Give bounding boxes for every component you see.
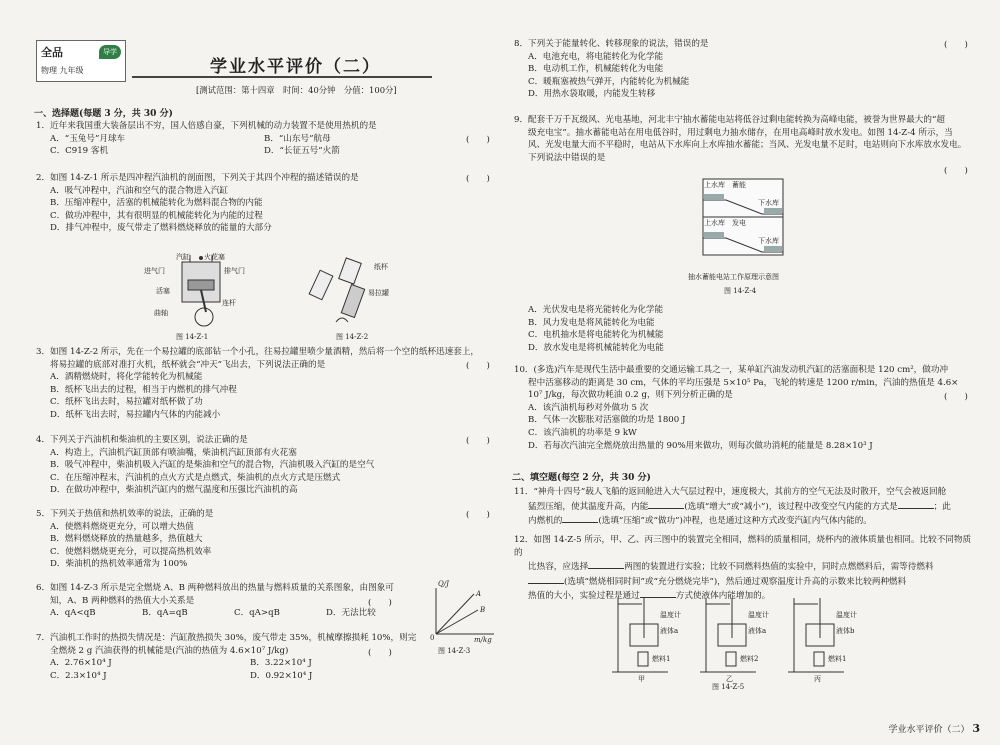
page-number: 3 <box>972 722 980 735</box>
q6-stem-2: 知，A、B 两种燃料的热值大小关系是 <box>50 595 195 606</box>
q1-opt-d: D．“长征五号”火箭 <box>264 146 340 157</box>
figure-5-caption: 图 14-Z-5 <box>712 683 745 691</box>
q11-line-3a: 内燃机的 <box>528 516 563 527</box>
q12-line-4a: 热值的大小，实验过程是通过 <box>528 591 640 602</box>
q1-stem: 1．近年来我国重大装备层出不穷，国人倍感自豪，下列机械的动力装置不是使用热机的是 <box>36 121 377 131</box>
q11-line-2c: ；此 <box>933 501 951 512</box>
q6-opt-c: C．qA>qB <box>234 608 280 619</box>
q2-opt-d: D．排气冲程中，废气带走了燃料燃烧释放的能量的大部分 <box>50 223 272 234</box>
apparatus-name-jia: 甲 <box>638 675 645 683</box>
fuel-label-yi: 燃料2 <box>740 655 759 663</box>
label-intake-valve: 进气门 <box>144 267 165 275</box>
q9-opt-c: C．电机抽水是将电能转化为机械能 <box>528 330 664 341</box>
q3-opt-a: A．酒精燃烧时，将化学能转化为机械能 <box>50 372 203 383</box>
figure-4-caption: 图 14-Z-4 <box>724 287 757 295</box>
q6-opt-a: A．qA<qB <box>50 608 96 619</box>
q7-opt-d: D．0.92×10⁴ J <box>250 670 313 681</box>
brand-box <box>36 40 126 82</box>
q11-line-3b: (选填“压缩”或“做功”)冲程，也是通过这种方式改变汽缸内气体内能的。 <box>598 516 872 527</box>
figure-2-caption: 图 14-Z-2 <box>336 333 369 341</box>
q4-answer-paren: ( ) <box>466 436 490 446</box>
label-can: 易拉罐 <box>368 289 389 297</box>
label-upper-reservoir-1: 上水库 <box>704 181 725 189</box>
label-generation: 发电 <box>732 219 746 227</box>
q9-opt-d: D．放水发电是将机械能转化为电能 <box>528 342 664 353</box>
q5-opt-c: C．使燃料燃烧更充分，可以提高热机效率 <box>50 546 212 557</box>
q3-opt-d: D．纸杯飞出去时，易拉罐内气体的内能减小 <box>50 409 221 420</box>
q12-line-2a: 比热容，应选择 <box>528 562 589 573</box>
q9-stem-2: 级充电宝”。抽水蓄能电站在用电低谷时，用过剩电力抽水储存，在用电高峰时放水发电。如图 14-Z-4 所示，当 <box>528 127 953 138</box>
q12-line-4b: 方式使液体内能增加的。 <box>675 591 771 602</box>
liquid-label-bing: 液体b <box>836 627 855 635</box>
q9-stem-1: 9．配套千万千瓦级风、光电基地，河北丰宁抽水蓄能电站将低谷过剩电能转换为高峰电能，被誉为世界最大的“超 <box>514 115 945 125</box>
label-paper-cup: 纸杯 <box>374 263 388 271</box>
q1-opt-c: C．C919 客机 <box>50 146 109 157</box>
q4-opt-c: C．在压缩冲程末，汽油机的点火方式是点燃式，柴油机的点火方式是压燃式 <box>50 472 341 483</box>
q4-opt-b: B．吸气冲程中，柴油机吸入汽缸的是柴油和空气的混合物，汽油机吸入汽缸的是空气 <box>50 460 375 471</box>
label-crankshaft: 曲轴 <box>154 309 168 317</box>
q10-opt-b: B．气体一次膨胀对活塞做的功是 1800 J <box>528 415 686 426</box>
section-fill-head: 二、填空题(每空 2 分，共 30 分) <box>512 473 651 483</box>
section-choice-head: 一、选择题(每题 3 分，共 30 分) <box>34 109 173 119</box>
graph-origin: 0 <box>430 634 435 642</box>
q5-opt-d: D．柴油机的热机效率通常为 100% <box>50 559 188 570</box>
figure-1-caption: 图 14-Z-1 <box>176 333 209 341</box>
subject-grade: 物理 九年级 <box>41 66 84 75</box>
label-lower-reservoir-2: 下水库 <box>758 237 779 245</box>
page-title: 学业水平评价（二） <box>210 57 381 77</box>
fuel-label-bing: 燃料1 <box>828 655 847 663</box>
q2-opt-c: C．做功冲程中，其有很明显的机械能转化为内能的过程 <box>50 210 263 221</box>
q6-answer-paren: ( ) <box>368 598 392 608</box>
q1-answer-paren: ( ) <box>466 135 490 145</box>
q10-opt-c: C．该汽油机的功率是 9 kW <box>528 427 637 438</box>
q12-blank-2[interactable] <box>528 574 564 584</box>
q9-opt-b: B．风力发电是将风能转化为电能 <box>528 317 655 328</box>
graph-line-a: A <box>476 590 482 598</box>
figure-3-caption: 图 14-Z-3 <box>438 647 471 655</box>
q1-opt-b: B．“山东号”航母 <box>264 133 331 144</box>
question-3 <box>36 346 498 422</box>
q3-opt-b: B．纸杯飞出去的过程，相当于内燃机的排气冲程 <box>50 384 237 395</box>
q3-answer-paren: ( ) <box>466 361 490 371</box>
q2-answer-paren: ( ) <box>466 174 490 184</box>
q4-stem: 4．下列关于汽油机和柴油机的主要区别，说法正确的是 <box>36 435 248 445</box>
figure-apparatus <box>612 594 872 690</box>
fuel-label-jia: 燃料1 <box>652 655 671 663</box>
question-10 <box>514 364 978 452</box>
q10-stem-3: 10⁷ J/kg，每次做功耗油 0.2 g，则下列分析正确的是 <box>528 390 733 401</box>
q7-opt-b: B．3.22×10⁴ J <box>250 658 312 669</box>
q8-stem: 8．下列关于能量转化、转移现象的说法，错误的是 <box>514 39 709 49</box>
q3-stem-2: 将易拉罐的底部对准打火机，纸杯就会“冲天”飞出去，下列说法正确的是 <box>50 359 326 370</box>
q5-opt-b: B．燃料燃烧释放的热量越多，热值越大 <box>50 534 203 545</box>
q12-line-2b: 两图的装置进行实验；比较不同燃料热值的实验中，同时点燃燃料后，需等待燃料 <box>624 562 934 573</box>
question-5 <box>36 508 498 571</box>
q10-opt-d: D．若每次汽油完全燃烧放出热量的 90%用来做功，则每次做功消耗的能量是 8.28×10³ J <box>528 440 873 451</box>
q11-line-2a: 猛烈压缩，使其温度升高，内能 <box>528 501 649 512</box>
q11-line-2b: (选填“增大”或“减小”)，该过程中改变空气内能的方式是 <box>684 501 898 512</box>
q9-answer-paren: ( ) <box>944 166 968 176</box>
q8-opt-d: D．用热水袋取暖，内能发生转移 <box>528 89 656 100</box>
q10-opt-a: A．该汽油机每秒对外做功 5 次 <box>528 402 649 413</box>
figure-pumped-storage <box>688 178 806 300</box>
q4-opt-d: D．在做功冲程中，柴油机汽缸内的燃气温度和压强比汽油机的高 <box>50 485 298 496</box>
q9-opt-a: A．光伏发电是将光能转化为化学能 <box>528 305 664 315</box>
question-11 <box>514 486 978 528</box>
label-lower-reservoir-1: 下水库 <box>758 199 779 207</box>
apparatus-name-bing: 丙 <box>814 675 821 683</box>
question-2 <box>36 172 466 235</box>
q9-stem-3: 风、光发电量大而不平稳时，电站从下水库向上水库抽水蓄能；当风、光发电量不足时，电站则向下水库放水发电。 <box>528 140 967 151</box>
title-underline <box>132 76 432 78</box>
q10-answer-paren: ( ) <box>944 392 968 402</box>
q5-answer-paren: ( ) <box>466 510 490 520</box>
q12-line-1: 12．如图 14-Z-5 所示，甲、乙、丙三图中的装置完全相同，燃料的质量相同，烧杯内的液体质量也相同。比较不同物质的 <box>514 535 972 558</box>
q2-opt-b: B．压缩冲程中，活塞的机械能转化为燃料混合物的内能 <box>50 198 263 209</box>
q6-opt-b: B．qA=qB <box>142 608 188 619</box>
q7-opt-c: C．2.3×10⁴ J <box>50 670 107 681</box>
thermometer-label-jia: 温度计 <box>660 611 681 619</box>
q1-opt-a: A．“玉兔号”月球车 <box>50 133 126 144</box>
q3-opt-c: C．纸杯飞出去时，易拉罐对纸杯做了功 <box>50 397 203 408</box>
graph-x-label: m/kg <box>474 636 492 644</box>
figure-heat-graph <box>428 580 498 656</box>
label-exhaust-valve: 排气门 <box>224 267 245 275</box>
q10-stem-2: 程中活塞移动的距离是 30 cm，气体的平均压强是 5×10⁵ Pa，飞轮的转速是 1200 r/min，汽油的热值是 4.6× <box>528 377 959 388</box>
q10-stem-1: 10．(多选)汽车是现代生活中最重要的交通运输工具之一，某单缸汽油发动机汽缸的活塞面积是 120 cm²，做功冲 <box>514 365 949 375</box>
label-cylinder: 汽缸 <box>176 253 190 261</box>
label-piston: 活塞 <box>156 287 170 295</box>
q7-stem-1: 7．汽油机工作时的热损失情况是：汽缸散热损失 30%，废气带走 35%，机械摩擦损耗 10%，则完 <box>36 633 417 643</box>
footer-text: 学业水平评价（二） <box>888 725 970 735</box>
q4-opt-a: A．构造上，汽油机汽缸顶部有喷油嘴，柴油机汽缸顶部有火花塞 <box>50 447 297 458</box>
q7-opt-a: A．2.76×10⁴ J <box>50 658 112 669</box>
q6-stem-1: 6．如图 14-Z-3 所示是完全燃烧 A、B 两种燃料放出的热量与燃料质量的关系图象，由图象可 <box>36 583 394 593</box>
q11-blank-1[interactable] <box>648 499 684 509</box>
brand-name: 全品 <box>41 46 63 59</box>
q8-answer-paren: ( ) <box>944 40 968 50</box>
q12-blank-1[interactable] <box>588 559 624 569</box>
heat-mass-graph <box>428 584 498 640</box>
figure-cup-can <box>306 252 416 344</box>
question-8 <box>514 38 974 101</box>
question-12 <box>514 534 978 603</box>
question-9-options <box>514 304 974 354</box>
q11-blank-3[interactable] <box>562 513 598 523</box>
q12-line-3b: (选填“燃烧相同时间”或“充分燃烧完毕”)，然后通过观察温度计升高的示数来比较两种燃料 <box>564 576 907 587</box>
q6-opt-d: D．无法比较 <box>326 608 376 619</box>
q7-answer-paren: ( ) <box>368 648 392 658</box>
graph-y-label: Q/J <box>438 580 449 588</box>
page-footer <box>888 722 980 735</box>
thermometer-label-bing: 温度计 <box>836 611 857 619</box>
question-1 <box>36 120 498 158</box>
q2-opt-a: A．吸气冲程中，汽油和空气的混合物进入汽缸 <box>50 185 229 196</box>
thermometer-label-yi: 温度计 <box>748 611 769 619</box>
label-connecting-rod: 连杆 <box>222 299 236 307</box>
q5-stem: 5．下列关于热值和热机效率的说法，正确的是 <box>36 509 214 519</box>
figure-engine <box>140 252 260 344</box>
liquid-label-jia: 液体a <box>660 627 679 635</box>
label-spark-plug: 火花塞 <box>204 253 225 261</box>
q3-stem-1: 3．如图 14-Z-2 所示，先在一个易拉罐的底部钻一个小孔，往易拉罐里喷少量酒精，然后将一个空的纸杯迅速套上， <box>36 347 480 357</box>
q11-blank-2[interactable] <box>898 499 934 509</box>
q11-line-1: 11．“神舟十四号”载人飞船的返回舱进入大气层过程中，速度极大，其前方的空气无法及时散开，空气会被返回舱 <box>514 487 947 497</box>
q8-opt-b: B．电动机工作，机械能转化为电能 <box>528 64 664 75</box>
figure-4-title: 抽水蓄能电站工作原理示意图 <box>688 273 779 281</box>
q2-stem: 2．如图 14-Z-1 所示是四冲程汽油机的剖面图，下列关于其四个冲程的描述错误的是 <box>36 173 359 183</box>
graph-line-b: B <box>480 606 486 614</box>
test-meta: [测试范围：第十四章 时间：40分钟 分值：100分] <box>196 85 397 95</box>
liquid-label-yi: 液体a <box>748 627 767 635</box>
q5-opt-a: A．使燃料燃烧更充分，可以增大热值 <box>50 521 194 532</box>
question-4 <box>36 434 498 497</box>
label-storage: 蓄能 <box>732 181 746 189</box>
question-9 <box>514 114 978 164</box>
q9-stem-4: 下列说法中错误的是 <box>528 152 606 163</box>
q8-opt-a: A．电池充电，将电能转化为化学能 <box>528 51 664 62</box>
brand-badge: 导学 <box>99 45 121 59</box>
q7-stem-2: 全燃烧 2 g 汽油获得的机械能是(汽油的热值为 4.6×10⁷ J/kg) <box>50 645 289 656</box>
label-upper-reservoir-2: 上水库 <box>704 219 725 227</box>
apparatus-name-yi: 乙 <box>726 675 733 683</box>
q8-opt-c: C．暖瓶塞被热气弹开，内能转化为机械能 <box>528 76 690 87</box>
